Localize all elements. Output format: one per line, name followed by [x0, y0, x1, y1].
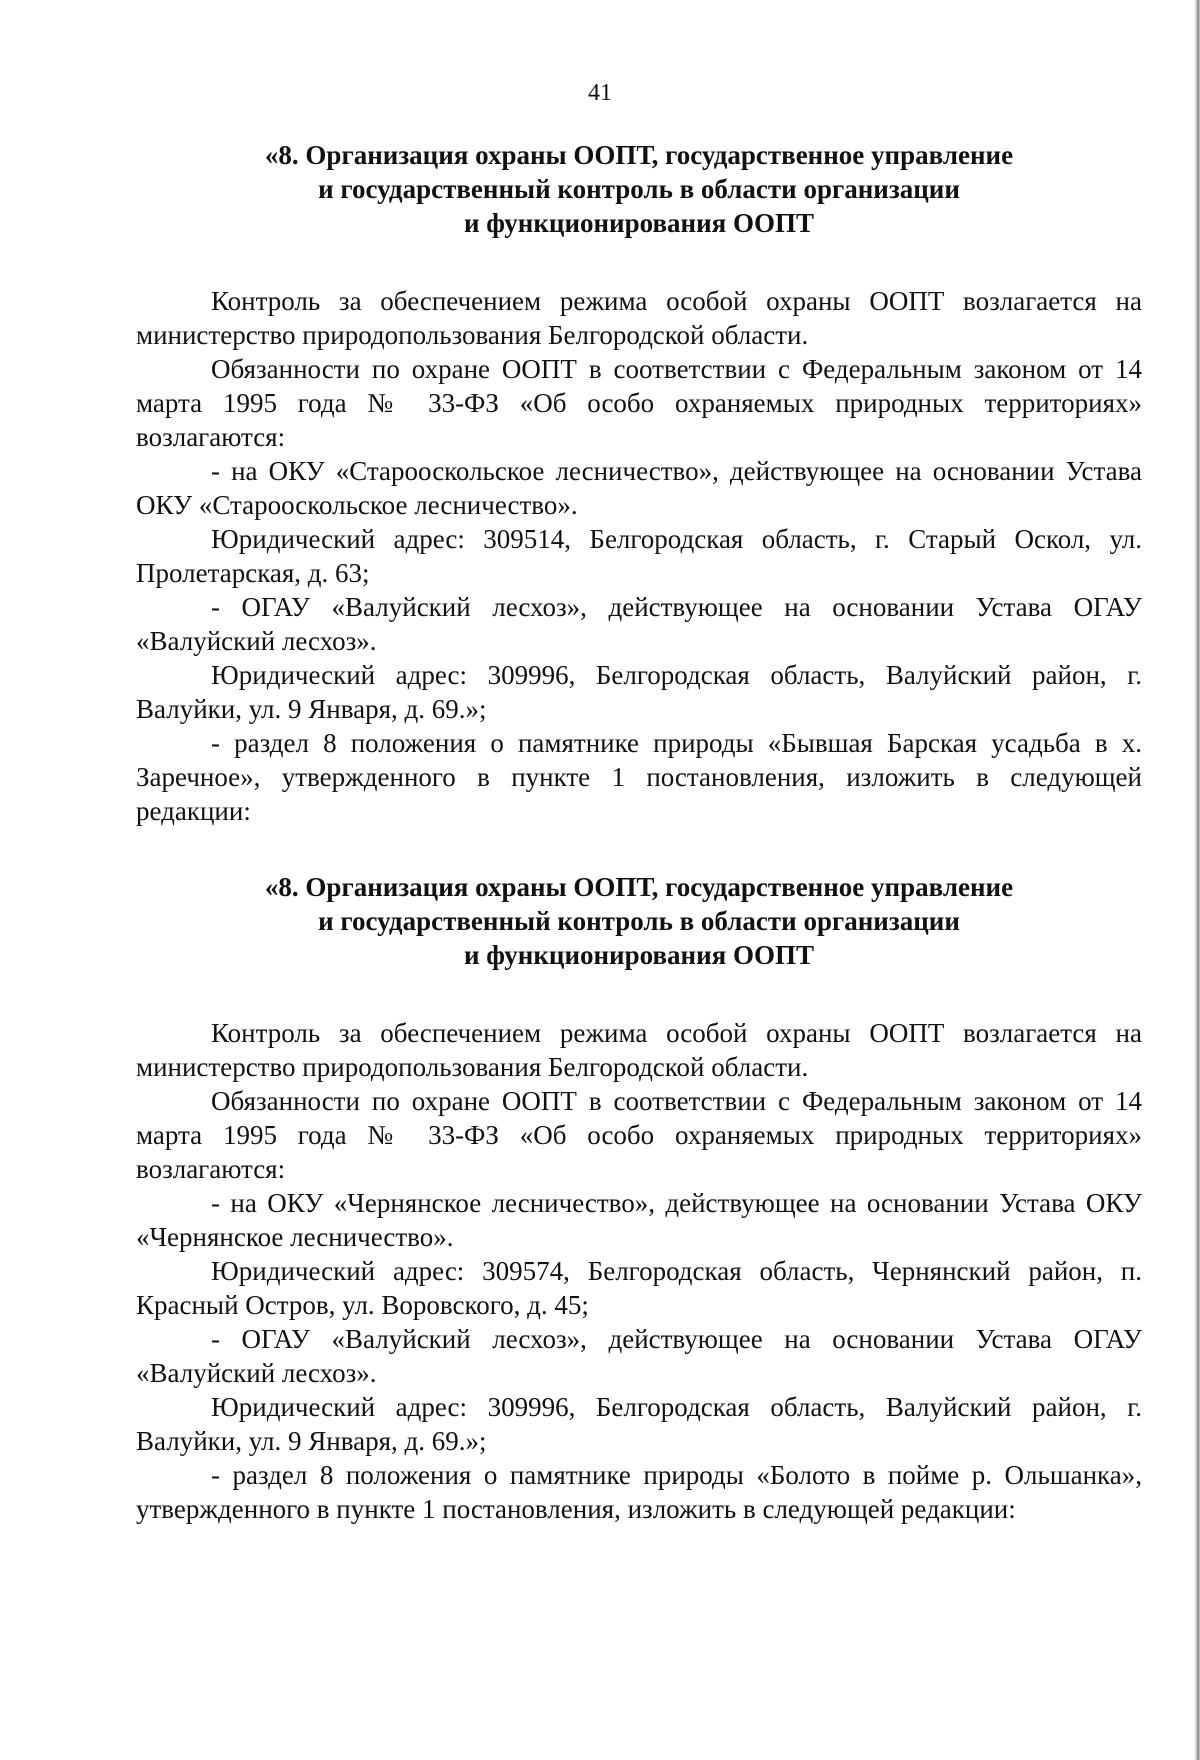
- section-2: [136, 870, 1142, 1526]
- paragraph: Обязанности по охране ООПТ в соответствии с Федеральным законом от 14 марта 1995 года № 33-ФЗ «Об особо охраняемых природных территориях» возлагаются:: [136, 1086, 1142, 1184]
- paragraph: - раздел 8 положения о памятнике природы «Бывшая Барская усадьба в х. Заречное», утвержденного в пункте 1 постановления, изложить в следующей редакции:: [136, 728, 1142, 826]
- paragraph: Обязанности по охране ООПТ в соответствии с Федеральным законом от 14 марта 1995 года № 33-ФЗ «Об особо охраняемых природных территориях» возлагаются:: [136, 354, 1142, 452]
- paragraph: - ОГАУ «Валуйский лесхоз», действующее на основании Устава ОГАУ «Валуйский лесхоз».: [136, 592, 1142, 656]
- paragraph: Юридический адрес: 309996, Белгородская область, Валуйский район, г. Валуйки, ул. 9 Января, д. 69.»;: [136, 1392, 1142, 1456]
- paragraph: Юридический адрес: 309574, Белгородская область, Чернянский район, п. Красный Остров, ул. Воровского, д. 45;: [136, 1256, 1142, 1320]
- paragraph: Контроль за обеспечением режима особой охраны ООПТ возлагается на министерство природопользования Белгородской области.: [136, 286, 1142, 350]
- paragraph: Юридический адрес: 309514, Белгородская область, г. Старый Оскол, ул. Пролетарская, д. 63;: [136, 524, 1142, 588]
- page-number: 41: [588, 80, 612, 106]
- document-body: [136, 138, 1142, 1526]
- paragraph: - раздел 8 положения о памятнике природы «Болото в пойме р. Ольшанка», утвержденного в пункте 1 постановления, изложить в следующей редакции:: [136, 1460, 1142, 1524]
- paragraph: Контроль за обеспечением режима особой охраны ООПТ возлагается на министерство природопользования Белгородской области.: [136, 1018, 1142, 1082]
- section-1: [136, 138, 1142, 828]
- paragraph: - на ОКУ «Чернянское лесничество», действующее на основании Устава ОКУ «Чернянское лесничество».: [136, 1188, 1142, 1252]
- heading-line: «8. Организация охраны ООПТ, государственное управление: [264, 140, 1014, 170]
- heading-line: и государственный контроль в области организации: [318, 906, 960, 936]
- heading-line: и функционирования ООПТ: [463, 940, 815, 970]
- heading-line: и функционирования ООПТ: [463, 208, 815, 238]
- heading-line: и государственный контроль в области организации: [318, 174, 960, 204]
- paragraph: - ОГАУ «Валуйский лесхоз», действующее на основании Устава ОГАУ «Валуйский лесхоз».: [136, 1324, 1142, 1388]
- section-heading: [136, 138, 1142, 240]
- paragraph: Юридический адрес: 309996, Белгородская область, Валуйский район, г. Валуйки, ул. 9 Января, д. 69.»;: [136, 660, 1142, 724]
- section-heading: [136, 870, 1142, 972]
- heading-line: «8. Организация охраны ООПТ, государственное управление: [264, 872, 1014, 902]
- paragraph: - на ОКУ «Старооскольское лесничество», действующее на основании Устава ОКУ «Старооскольское лесничество».: [136, 456, 1142, 520]
- scan-edge: [1194, 0, 1200, 1760]
